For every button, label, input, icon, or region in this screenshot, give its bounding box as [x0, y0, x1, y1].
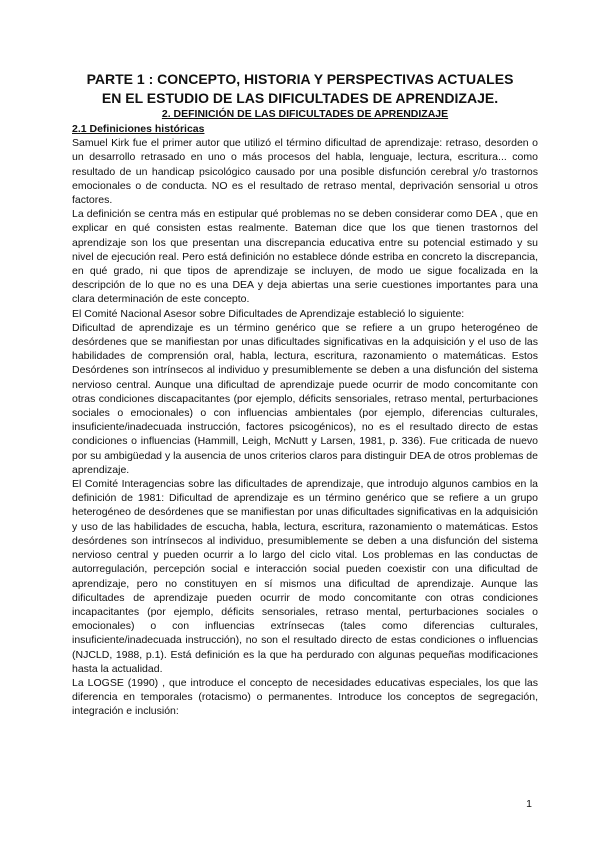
subsection-title: 2.1 Definiciones históricas — [72, 123, 205, 135]
paragraph-committee-intro: El Comité Nacional Asesor sobre Dificultades de Aprendizaje estableció lo siguiente: — [72, 307, 465, 320]
page-number: 1 — [526, 798, 532, 810]
title-line-1: PARTE 1 : CONCEPTO, HISTORIA Y PERSPECTIVAS ACTUALES — [86, 71, 514, 87]
paragraph-njcld-definition: El Comité Interagencias sobre las dificultades de aprendizaje, que introdujo algunos cambios en la definición de 1981: Dificultad de aprendizaje es un término genérico que se refiere a un grupo heterogéneo de desórdenes que se manifiestan por unas dificultades significativas en la adquisición y uso de las habilidades de escucha, habla, lectura, escritura, razonamiento o matemáticas. Estos desórdenes son intrínsecos al individuo, presumiblemente se deben a una disfunción del sistema nervioso central y pueden ocurrir a lo largo del ciclo vital. Los problemas en las conductas de autorregulación, percepción social e interacción social pueden coexistir con una dificultad de aprendizaje, pero no constituyen en sí mismos una dificultad de aprendizaje. Aunque las dificultades de aprendizaje pueden ocurrir de modo concomitante con otras condiciones incapacitantes (por ejemplo, déficits sensoriales, retraso mental, perturbaciones sociales o emocionales) o con influencias extrínsecas (tales como diferencias culturales, insuficiente/inadecuada instrucción), no son el resultado directo de estas condiciones o influencias (NJCLD, 1988, p.1). Está definición es la que ha perdurado con algunas pequeñas modificaciones hasta la actualidad. — [72, 478, 538, 675]
section-title: 2. DEFINICIÓN DE LAS DIFICULTADES DE APRENDIZAJE — [161, 108, 449, 120]
paragraph-bateman-discrepancy: La definición se centra más en estipular qué problemas no se deben considerar como DEA , que en explicar en qué consisten estas realmente. Bateman dice que los que tienen trastornos del aprendizaje son los que presentan una discrepancia educativa entre su potencial estimado y su nivel de ejecución real. Pero está definición no establece dónde estriba en concreto la discrepancia, en qué grado, ni que tipos de aprendizaje se incluyen, de modo ue sigue focalizada en la descripción de lo que no es una DEA y deja abiertas una serie cuestiones importantes para una clara determinación de este concepto. — [72, 208, 538, 306]
paragraph-1981-definition: Dificultad de aprendizaje es un término genérico que se refiere a un grupo heterogéneo de desórdenes que se manifiestan por unas dificultades significativas en la adquisición y el uso de las habilidades de comprensión oral, habla, lectura, escritura, razonamiento o matemáticas. Estos Desórdenes son intrínsecos al individuo y presumiblemente se deben a una disfunción del sistema nervioso central. Aunque una dificultad de aprendizaje puede ocurrir de modo concomitante con otras condiciones discapacitantes (por ejemplo, déficits sensoriales, retraso mental, perturbaciones sociales o emocionales) o con influencias ambientales (por ejemplo, diferencias culturales, insuficiente/inadecuada instrucción, factores psicogénicos), no es el resultado directo de estas condiciones o influencias (Hammill, Leigh, McNutt y Larsen, 1981, p. 336). Fue criticada de nuevo por su ambigüedad y la ausencia de unos criterios claros para distinguir DEA de otros problemas de aprendizaje. — [72, 321, 538, 476]
title-line-2: EN EL ESTUDIO DE LAS DIFICULTADES DE APRENDIZAJE. — [101, 90, 499, 106]
document-title — [60, 70, 540, 108]
paragraph-kirk-definition: Samuel Kirk fue el primer autor que utilizó el término dificultad de aprendizaje: retraso, desorden o un desarrollo retrasado en uno o más procesos del habla, lenguaje, lectura, escritura... como resultado de un handicap psicológico causado por una posible disfunción cerebral y/o trastornos emocionales o de conducta. NO es el resultado de retraso mental, deprivación sensorial u otros factores. — [72, 137, 538, 207]
paragraph-logse: La LOGSE (1990) , que introduce el concepto de necesidades educativas especiales, los que las diferencia en temporales (rotacismo) o permanentes. Introduce los conceptos de segregación, integración e inclusión: — [72, 676, 538, 718]
body-text — [72, 122, 538, 719]
